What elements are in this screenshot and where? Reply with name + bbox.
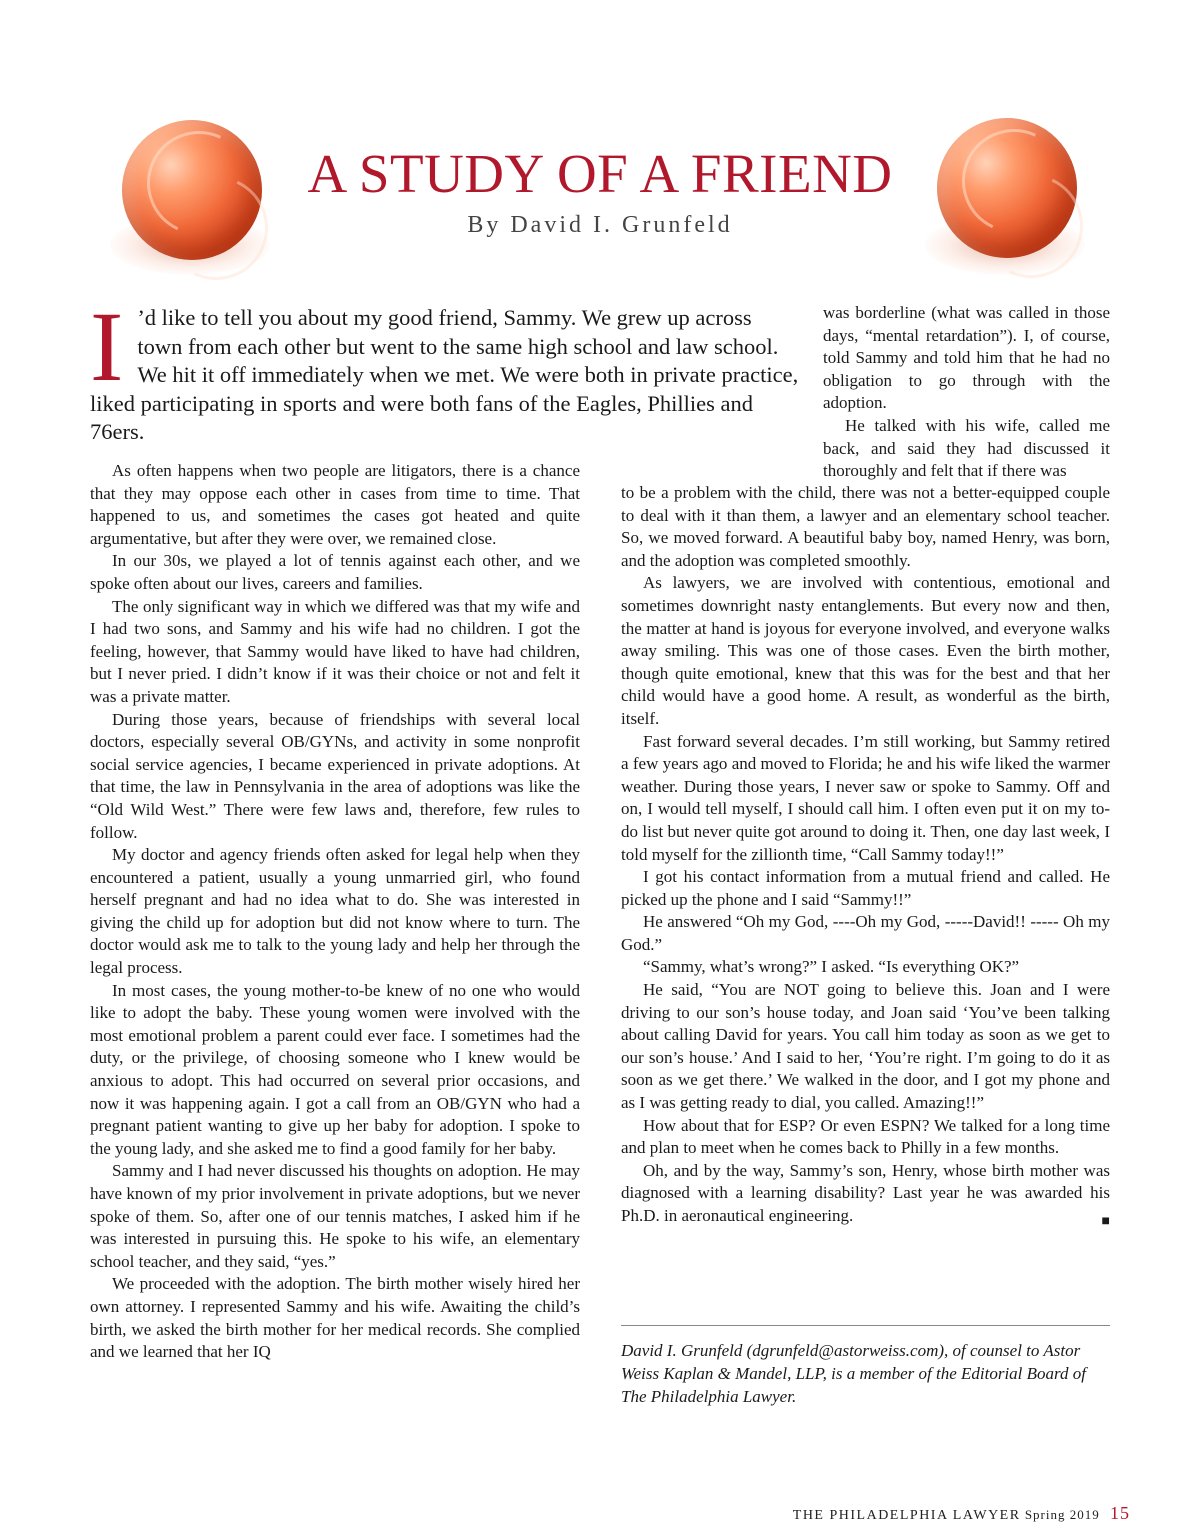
- body-paragraph: My doctor and agency friends often asked for legal help when they encountered a patient, usually a young unmarried girl, who found herself pregnant and had no idea what to do. She was interested in giving the child up for adoption but did not know where to turn. The doctor would ask me to talk to the young lady and help her through the legal process.: [90, 845, 580, 978]
- footer-magazine: THE PHILADELPHIA LAWYER: [792, 1508, 1021, 1523]
- lead-text: ’d like to tell you about my good friend, Sammy. We grew up across town from each other but went to the same high school and law school. We hit it off immediately when we met. We were both in private practice, liked participating in sports and were both fans of the Eagles, Phillies and 76ers.: [90, 305, 799, 444]
- article-byline: By David I. Grunfeld: [467, 212, 733, 238]
- right-column: [621, 482, 1110, 1234]
- body-paragraph-final: [621, 1160, 1110, 1228]
- body-paragraph: As often happens when two people are litigators, there is a chance that they may oppose each other in cases from time to time. That happened to us, and sometimes the cases got heated and quite argumentative, but after they were over, we remained close.: [90, 461, 580, 548]
- page-number: 15: [1110, 1503, 1130, 1523]
- body-paragraph: In our 30s, we played a lot of tennis against each other, and we spoke often about our lives, careers and families.: [90, 551, 580, 593]
- body-paragraph: Sammy and I had never discussed his thoughts on adoption. He may have known of my prior involvement in private adoptions, but we never spoke of them. So, after one of our tennis matches, I asked him if he was interested in pursuing this. He spoke to his wife, an elementary school teacher, and they said, “yes.”: [90, 1161, 580, 1271]
- body-paragraph: He said, “You are NOT going to believe this. Joan and I were driving to our son’s house today, and Joan said ‘You’ve been talking about calling David for years. You call him today as soon as we get to our son’s house.’ And I said to her, ‘You’re right. I’m going to do it as soon as we get there.’ We walked in the door, and I got my phone and as I was getting ready to dial, you called. Amazing!!”: [621, 980, 1110, 1113]
- body-paragraph: “Sammy, what’s wrong?” I asked. “Is everything OK?”: [643, 957, 1020, 977]
- body-paragraph: I got his contact information from a mutual friend and called. He picked up the phone and I said “Sammy!!”: [621, 867, 1110, 909]
- left-column: [90, 460, 580, 1364]
- drop-cap: I: [90, 291, 124, 402]
- page-footer: [793, 1503, 1130, 1524]
- body-paragraph: Fast forward several decades. I’m still working, but Sammy retired a few years ago and moved to Florida; he and his wife liked the warmer weather. During those years, I never saw or spoke to Sammy. Off and on, I would tell myself, I should call him. I often even put it on my to-do list but never quite got around to doing it. Then, one day last week, I told myself for the zillionth time, “Call Sammy today!!”: [621, 731, 1110, 864]
- footer-issue: Spring 2019: [1024, 1507, 1100, 1522]
- end-mark-icon: ■: [1101, 1214, 1110, 1229]
- article-title: A STUDY OF A FRIEND: [307, 143, 893, 204]
- body-paragraph: He answered “Oh my God, ----Oh my God, -----David!! ----- Oh my God.”: [621, 912, 1110, 954]
- lead-paragraph: [90, 291, 802, 447]
- body-paragraph: The only significant way in which we differed was that my wife and I had two sons, and Sammy and his wife had no children. I got the feeling, however, that Sammy would have liked to have had children, but I never pried. I didn’t know if it was their choice or not and felt it was a private matter.: [90, 596, 580, 706]
- body-paragraph: As lawyers, we are involved with contentious, emotional and sometimes downright nasty entanglements. But every now and then, the matter at hand is joyous for everyone involved, and everyone walks away smiling. This was one of those cases. Even the birth mother, though quite emotional, knew that this was for the best and that her child would have a good home. A result, as wonderful as the birth, itself.: [621, 573, 1110, 728]
- author-bio: David I. Grunfeld (dgrunfeld@astorweiss.com), of counsel to Astor Weiss Kaplan & Mandel, LLP, is a member of the Editorial Board of The Philadelphia Lawyer.: [621, 1341, 1086, 1406]
- body-paragraph: During those years, because of friendships with several local doctors, especially several OB/GYNs, and activity in some nonprofit social service agencies, I became experienced in private adoptions. At that time, the law in Pennsylvania in the area of adoptions was like the “Old Wild West.” There were few laws and, therefore, few rules to follow.: [90, 709, 580, 842]
- body-paragraph: How about that for ESP? Or even ESPN? We talked for a long time and plan to meet when he comes back to Philly in a few months.: [621, 1115, 1110, 1158]
- final-paragraph-text: Oh, and by the way, Sammy’s son, Henry, whose birth mother was diagnosed with a learning disability? Last year he was awarded his Ph.D. in aeronautical engineering.: [621, 1160, 1110, 1225]
- body-paragraph: was borderline (what was called in those days, “mental retardation”). I, of course, told Sammy and told him that he had no obligation to go through with the adoption.: [823, 303, 1110, 413]
- body-paragraph: He talked with his wife, called me back, and said they had discussed it thoroughly and felt that if there was: [823, 415, 1110, 481]
- body-paragraph: In most cases, the young mother-to-be knew of no one who would like to adopt the baby. These young women were involved with the most emotional problem a parent could ever face. I sometimes had the duty, or the privilege, of choosing someone who I knew would be anxious to adopt. This had occurred on several prior occasions, and now it was happening again. I got a call from an OB/GYN who had a pregnant patient wanting to give up her baby for adoption. I spoke to the young lady, and she asked me to find a good family for her baby.: [90, 980, 580, 1158]
- right-column-top: [823, 302, 1110, 483]
- body-paragraph: to be a problem with the child, there was not a better-equipped couple to deal with it than them, a lawyer and an elementary school teacher. So, we moved forward. A beautiful baby boy, named Henry, was born, and the adoption was completed smoothly.: [621, 483, 1110, 570]
- bio-divider: [621, 1325, 1110, 1326]
- body-paragraph: We proceeded with the adoption. The birth mother wisely hired her own attorney. I represented Sammy and his wife. Awaiting the child’s birth, we asked the birth mother for her medical records. She complied and we learned that her IQ: [90, 1274, 580, 1362]
